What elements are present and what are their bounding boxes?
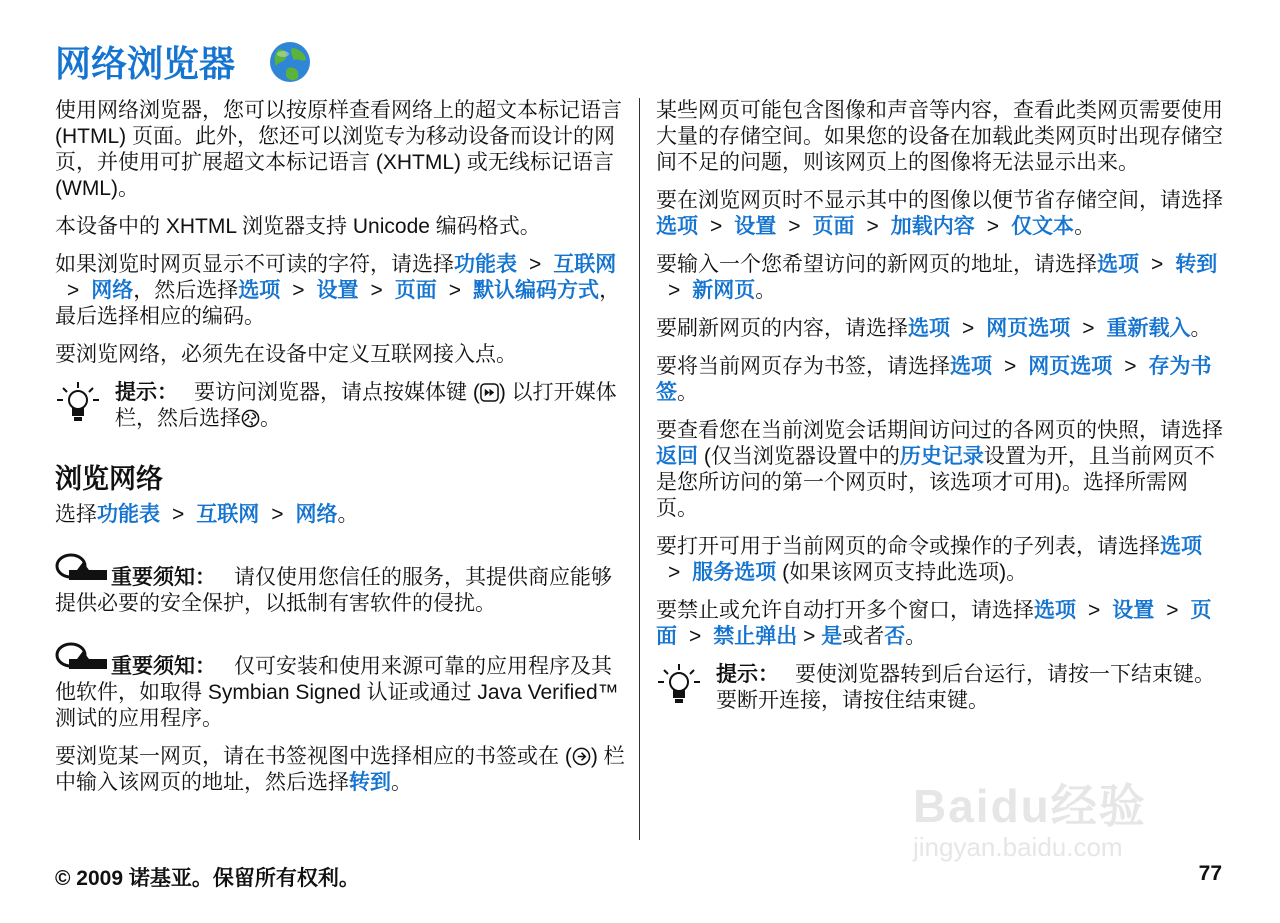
service-options-paragraph [656, 534, 1228, 586]
path-separator: > [1088, 599, 1101, 622]
menu-path-history[interactable]: 历史记录 [899, 445, 984, 468]
goto-text-2: ) 栏中输入该网页的地址，然后选择 [55, 745, 625, 794]
history-paragraph [656, 418, 1228, 522]
tip-block [55, 380, 625, 432]
path-separator: > [668, 561, 681, 584]
section-heading: 浏览网络 [55, 464, 163, 494]
browse-text-1: 选择 [55, 503, 97, 526]
notice-text: 仅可安装和使用来源可靠的应用程序及其他软件，如取得 Symbian Signed 认证或通过 Java Verified™ 测试的应用程序。 [55, 655, 619, 730]
tip-text: 要使浏览器转到后台运行，请按一下结束键。要断开连接，请按住结束键。 [716, 663, 1215, 712]
menu-path-options[interactable]: 选项 [1097, 253, 1139, 276]
menu-path-back[interactable]: 返回 [656, 445, 698, 468]
menu-path-settings[interactable]: 设置 [1112, 599, 1155, 622]
menu-path-reload[interactable]: 重新载入 [1106, 317, 1191, 340]
path-separator: > [788, 215, 801, 238]
access-point-paragraph: 要浏览网络，必须先在设备中定义互联网接入点。 [55, 343, 517, 366]
menu-path-options[interactable]: 选项 [950, 355, 992, 378]
encoding-text-1: 如果浏览时网页显示不可读的字符，请选择 [55, 253, 454, 276]
menu-path-page[interactable]: 页面 [812, 215, 855, 238]
menu-path-settings[interactable]: 设置 [316, 279, 359, 302]
encoding-text-3: ，最后选择相应的编码。 [55, 279, 621, 328]
menu-path-block-popups[interactable]: 禁止弹出 [713, 625, 798, 648]
path-separator: > [689, 625, 702, 648]
popup-paragraph [656, 598, 1228, 650]
address-bar-icon [572, 747, 591, 766]
popup-sep: > [797, 625, 822, 648]
menu-path-options[interactable]: 选项 [908, 317, 950, 340]
service-text-2: (如果该网页支持此选项)。 [776, 561, 1028, 584]
path-separator: > [67, 279, 80, 302]
watermark-brand: Baidu经验 [913, 780, 1147, 832]
text-only-text-1: 要在浏览网页时不显示其中的图像以便节省存储空间，请选择 [656, 189, 1223, 212]
menu-path-options[interactable]: 选项 [238, 279, 281, 302]
menu-path-internet[interactable]: 互联网 [196, 503, 260, 526]
column-divider [639, 98, 640, 840]
path-separator: > [172, 503, 185, 526]
menu-path-page-options[interactable]: 网页选项 [1028, 355, 1113, 378]
pointing-hand-icon [55, 641, 111, 677]
path-separator: > [292, 279, 305, 302]
bookmark-paragraph [656, 354, 1228, 406]
path-separator: > [986, 215, 1000, 238]
watermark [905, 770, 1205, 870]
bookmark-text-1: 要将当前网页存为书签，请选择 [656, 355, 950, 378]
tip-block [656, 662, 1228, 714]
reload-text-1: 要刷新网页的内容，请选择 [656, 317, 908, 340]
path-separator: > [370, 279, 383, 302]
page-number: 77 [1198, 862, 1222, 885]
new-page-text-2: 。 [755, 279, 777, 302]
left-column [55, 98, 625, 808]
web-globe-icon [241, 409, 260, 428]
path-separator: > [448, 279, 462, 302]
new-page-paragraph [656, 252, 1228, 304]
history-text-2: (仅当浏览器设置中的 [698, 445, 900, 468]
menu-path-options[interactable]: 选项 [1160, 535, 1202, 558]
important-notice-2 [55, 641, 625, 732]
new-page-text-1: 要输入一个您希望访问的新网页的地址，请选择 [656, 253, 1097, 276]
menu-path-options[interactable]: 选项 [656, 215, 698, 238]
menu-path-default-encoding[interactable]: 默认编码方式 [473, 279, 600, 302]
pointing-hand-icon [55, 552, 111, 588]
menu-path-page-options[interactable]: 网页选项 [986, 317, 1071, 340]
menu-path-yes[interactable]: 是 [821, 625, 843, 648]
path-separator: > [1166, 599, 1179, 622]
right-column [656, 98, 1228, 726]
menu-path-save-bookmark[interactable]: 存为书签 [656, 355, 1212, 404]
path-separator: > [1004, 355, 1017, 378]
menu-path-page[interactable]: 页面 [656, 599, 1212, 648]
page-title: 网络浏览器 [55, 43, 236, 84]
menu-path-settings[interactable]: 设置 [734, 215, 777, 238]
menu-path-new-page[interactable]: 新网页 [692, 279, 756, 302]
browse-text-2: 。 [337, 503, 359, 526]
unicode-paragraph: 本设备中的 XHTML 浏览器支持 Unicode 编码格式。 [55, 215, 541, 238]
tip-text-3: 。 [260, 407, 281, 430]
menu-path-no[interactable]: 否 [884, 625, 906, 648]
menu-path-internet[interactable]: 互联网 [553, 253, 617, 276]
text-only-text-2: 。 [1074, 215, 1096, 238]
path-separator: > [710, 215, 723, 238]
tip-label: 提示： [716, 663, 779, 686]
copyright: © 2009 诺基亚。保留所有权利。 [55, 867, 360, 890]
browse-path-paragraph [55, 502, 625, 528]
menu-path-page[interactable]: 页面 [394, 279, 437, 302]
menu-path-goto[interactable]: 转到 [1175, 253, 1218, 276]
goto-paragraph [55, 744, 625, 796]
history-text-1: 要查看您在当前浏览会话期间访问过的各网页的快照，请选择 [656, 419, 1223, 442]
notice-label: 重要须知： [111, 566, 216, 589]
path-separator: > [1082, 317, 1095, 340]
path-separator: > [866, 215, 879, 238]
important-notice-1 [55, 552, 625, 617]
tip-text-2: ) 以打开媒体栏，然后选择 [115, 381, 617, 430]
storage-paragraph: 某些网页可能包含图像和声音等内容，查看此类网页需要使用大量的存储空间。如果您的设备在加载此类网页时出现存储空间不足的问题，则该网页上的图像将无法显示出来。 [656, 99, 1223, 174]
menu-path-goto[interactable]: 转到 [349, 771, 391, 794]
text-only-paragraph [656, 188, 1228, 240]
notice-text: 请仅使用您信任的服务，其提供商应能够提供必要的安全保护，以抵制有害软件的侵扰。 [55, 566, 612, 615]
menu-path-load-content[interactable]: 加载内容 [890, 215, 975, 238]
path-separator: > [962, 317, 975, 340]
menu-path-text-only[interactable]: 仅文本 [1011, 215, 1075, 238]
reload-text-2: 。 [1190, 317, 1212, 340]
menu-path-web[interactable]: 网络 [91, 279, 134, 302]
lightbulb-icon [656, 662, 702, 708]
media-key-icon [480, 383, 499, 402]
popup-text-3: 或者 [842, 625, 885, 648]
menu-path-service-options[interactable]: 服务选项 [692, 561, 777, 584]
path-separator: > [1151, 253, 1164, 276]
intro-paragraph: 使用网络浏览器，您可以按原样查看网络上的超文本标记语言 (HTML) 页面。此外，您还可以浏览专为移动设备而设计的网页，并使用可扩展超文本标记语言 (XHTML) 或无线标记语言 (WML)。 [55, 99, 622, 200]
goto-text-1: 要浏览某一网页，请在书签视图中选择相应的书签或在 ( [55, 745, 572, 768]
menu-path-web[interactable]: 网络 [295, 503, 338, 526]
tip-text-1: 要访问浏览器，请点按媒体键 ( [194, 381, 480, 404]
menu-path-menu[interactable]: 功能表 [97, 503, 160, 526]
path-separator: > [271, 503, 284, 526]
service-text-1: 要打开可用于当前网页的命令或操作的子列表，请选择 [656, 535, 1160, 558]
popup-text-1: 要禁止或允许自动打开多个窗口，请选择 [656, 599, 1034, 622]
encoding-paragraph [55, 252, 625, 330]
path-separator: > [529, 253, 542, 276]
popup-text-4: 。 [905, 625, 927, 648]
bookmark-text-2: 。 [677, 381, 698, 404]
reload-paragraph [656, 316, 1228, 342]
path-separator: > [1124, 355, 1137, 378]
path-separator: > [668, 279, 681, 302]
encoding-text-2: ，然后选择 [133, 279, 239, 302]
watermark-url: jingyan.baidu.com [913, 832, 1123, 862]
notice-label: 重要须知： [111, 655, 216, 678]
menu-path-menu[interactable]: 功能表 [454, 253, 517, 276]
tip-label: 提示： [115, 381, 178, 404]
history-text-3: 设置为开，且当前网页不是您所访问的第一个网页时，该选项才可用)。选择所需网页。 [656, 445, 1215, 520]
menu-path-options[interactable]: 选项 [1034, 599, 1076, 622]
lightbulb-icon [55, 380, 101, 426]
goto-text-3: 。 [391, 771, 412, 794]
globe-icon [266, 40, 314, 84]
